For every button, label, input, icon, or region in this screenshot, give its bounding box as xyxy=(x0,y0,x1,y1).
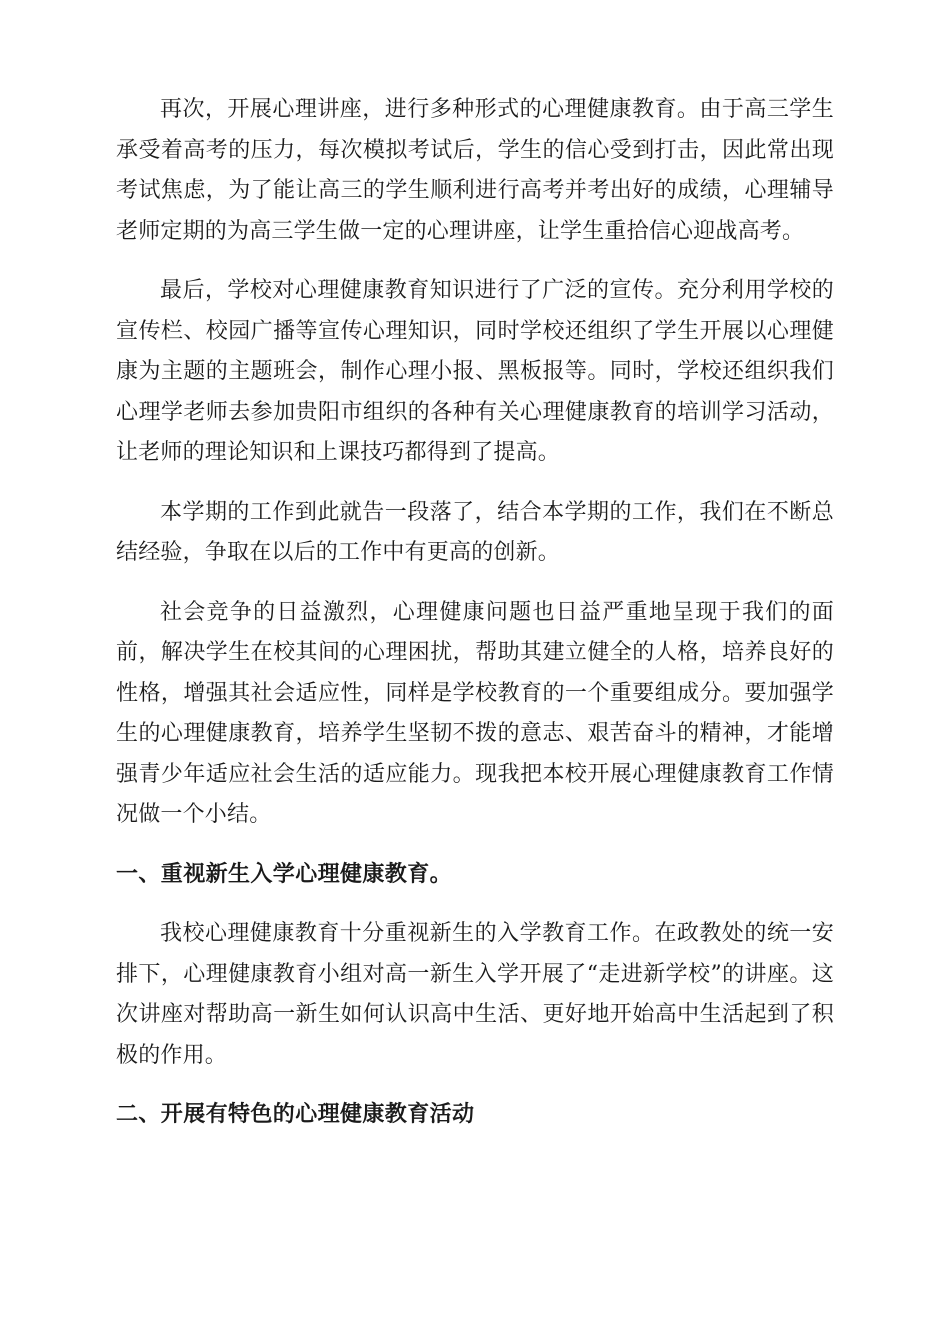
paragraph-publicity: 最后，学校对心理健康教育知识进行了广泛的宣传。充分利用学校的宣传栏、校园广播等宣传心理知识，同时学校还组织了学生开展以心理健康为主题的主题班会，制作心理小报、黑板报等。同时，学校还组织我们心理学老师去参加贵阳市组织的各种有关心理健康教育的培训学习活动，让老师的理论知识和上课技巧都得到了提高。 xyxy=(116,278,834,465)
section-heading-1: 一、重视新生入学心理健康教育。 xyxy=(116,861,453,887)
section-heading-2: 二、开展有特色的心理健康教育活动 xyxy=(116,1102,475,1127)
document-page xyxy=(116,90,834,1155)
paragraph-freshman-education: 我校心理健康教育十分重视新生的入学教育工作。在政教处的统一安排下，心理健康教育小组对高一新生入学开展了“走进新学校”的讲座。这次讲座对帮助高一新生如何认识高中生活、更好地开始高中生活起到了积极的作用。 xyxy=(116,921,834,1068)
paragraph-semester-summary: 本学期的工作到此就告一段落了，结合本学期的工作，我们在不断总结经验，争取在以后的工作中有更高的创新。 xyxy=(116,499,834,565)
paragraph-introduction: 社会竞争的日益激烈，心理健康问题也日益严重地呈现于我们的面前，解决学生在校其间的心理困扰，帮助其建立健全的人格，培养良好的性格，增强其社会适应性，同样是学校教育的一个重要组成分。要加强学生的心理健康教育，培养学生坚韧不拨的意志、艰苦奋斗的精神，才能增强青少年适应社会生活的适应能力。现我把本校开展心理健康教育工作情况做一个小结。 xyxy=(116,599,834,827)
paragraph-lecture: 再次，开展心理讲座，进行多种形式的心理健康教育。由于高三学生承受着高考的压力，每次模拟考试后，学生的信心受到打击，因此常出现考试焦虑，为了能让高三的学生顺利进行高考并考出好的成绩，心理辅导老师定期的为高三学生做一定的心理讲座，让学生重拾信心迎战高考。 xyxy=(116,97,834,244)
